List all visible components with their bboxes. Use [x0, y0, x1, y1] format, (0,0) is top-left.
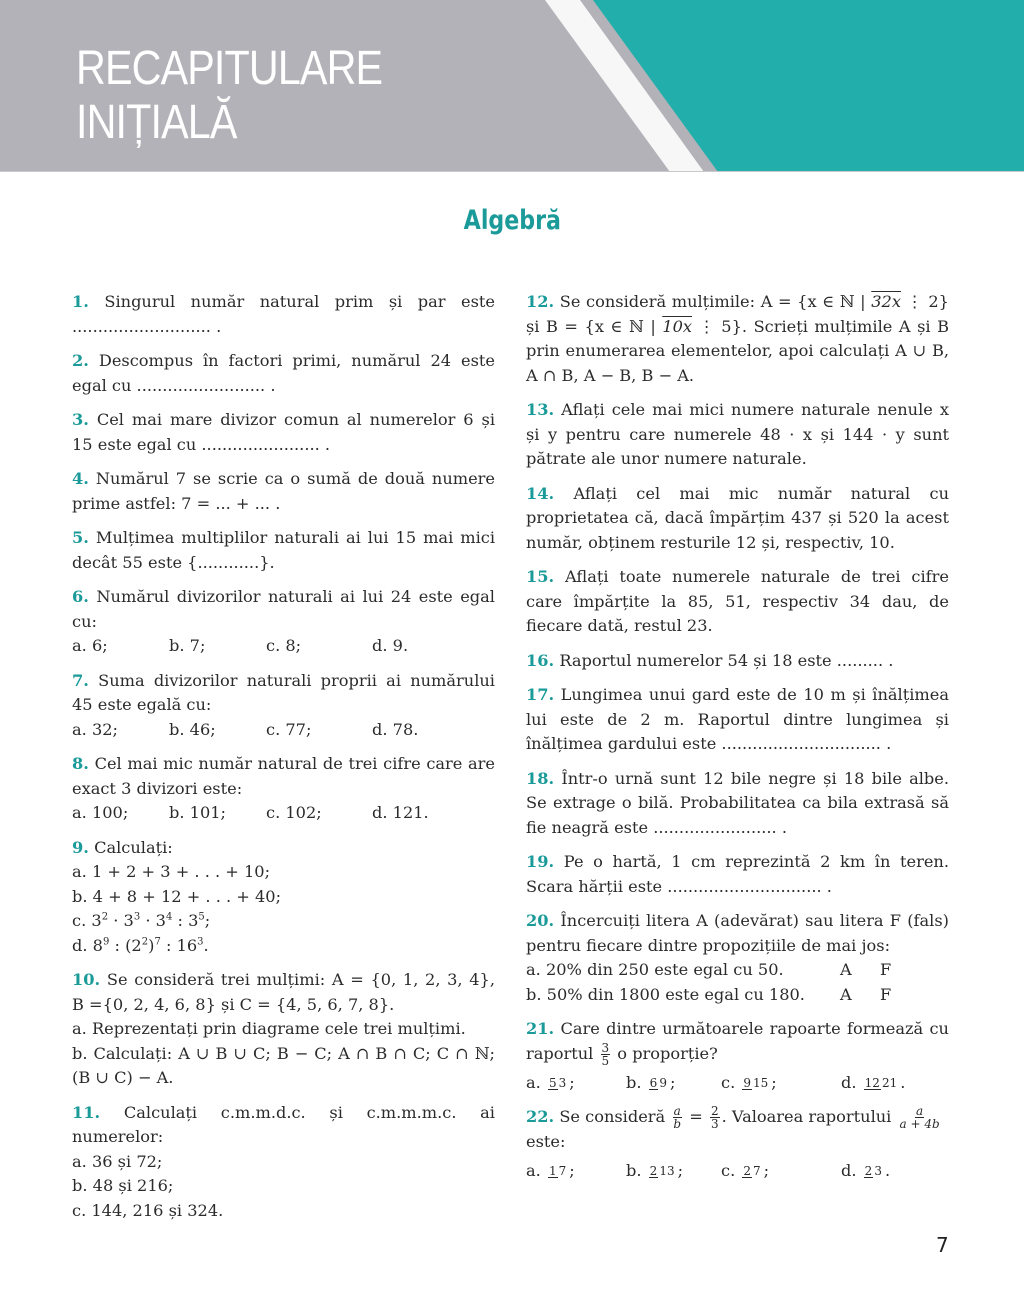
- option-a[interactable]: [526, 1159, 626, 1184]
- exercise-number: 1.: [72, 292, 89, 311]
- exercise-number: 10.: [72, 970, 101, 989]
- fraction: [649, 1077, 668, 1090]
- exercise-number: 5.: [72, 528, 89, 547]
- item-label: c.: [72, 911, 87, 930]
- exponent: 5: [198, 911, 205, 923]
- option-d[interactable]: [841, 1159, 890, 1184]
- item-a: a. 1 + 2 + 3 + . . . + 10;: [72, 862, 271, 881]
- option-label: b.: [626, 1072, 642, 1092]
- header-bottom-line: [0, 171, 1024, 172]
- exercise-text: . Valoarea raportului: [721, 1107, 892, 1126]
- exercise-text: Raportul numerelor 54 și 18 este ......... .: [559, 650, 894, 670]
- denominator: 9: [659, 1075, 667, 1090]
- exercise-text: Se consideră mulțimile: A = {x ∈ ℕ |: [559, 292, 872, 311]
- option-label: d.: [841, 1072, 857, 1092]
- exercise-8: [72, 752, 495, 826]
- option-label: c.: [721, 1160, 736, 1180]
- punctuation: ;: [677, 1160, 684, 1180]
- denominator: a + 4b: [899, 1117, 940, 1131]
- option-a[interactable]: [526, 1071, 626, 1096]
- exercise-text: Cel mai mic număr natural de trei cifre care are exact 3 divizori este:: [72, 754, 495, 798]
- numerator: 2: [710, 1104, 719, 1118]
- exercise-19: [526, 850, 949, 899]
- exercise-text: Descompus în factori primi, numărul 24 este egal cu ......................... .: [72, 351, 495, 395]
- section-title-text: Algebră: [463, 205, 561, 236]
- option-a[interactable]: a. 32;: [72, 719, 118, 739]
- item-b: b. 48 și 216;: [72, 1176, 174, 1195]
- fraction: [548, 1165, 567, 1178]
- exercise-7: [72, 669, 495, 743]
- denominator: 7: [753, 1163, 761, 1178]
- item-a: a. 36 și 72;: [72, 1151, 163, 1171]
- exercise-text: este:: [526, 1132, 566, 1151]
- answer-options: [72, 634, 495, 659]
- denominator: 21: [881, 1075, 898, 1090]
- option-label: a.: [526, 1072, 541, 1092]
- option-c[interactable]: [721, 1071, 841, 1096]
- fraction: [899, 1105, 941, 1130]
- item-c: c. $3^2 \cdot 3^3 \cdot 3^4$ : $3^5$;: [72, 911, 211, 930]
- statement: a. 20% din 250 este egal cu 50.: [526, 960, 784, 979]
- exponent: 2: [101, 911, 109, 923]
- answer-options: [72, 718, 495, 743]
- punctuation: .: [900, 1072, 906, 1092]
- exercise-text: Aflați cel mai mic număr natural cu proprietatea că, dacă împărțim 437 și 520 la acest număr, obținem resturile 12 și, respectiv, 10.: [526, 483, 949, 552]
- exercise-14: [526, 482, 949, 556]
- exercise-21: [526, 1017, 949, 1095]
- overlined-number: 10x: [662, 316, 693, 336]
- exercise-number: 12.: [526, 292, 555, 311]
- right-column: [526, 290, 949, 1193]
- exercise-4: [72, 467, 495, 516]
- option-d[interactable]: [841, 1071, 905, 1096]
- exercise-text: Se consideră trei mulțimi: A = {0, 1, 2, 3, 4}, B ={0, 2, 4, 6, 8} și C = {4, 5, 6, 7, 8}.: [72, 970, 495, 1014]
- exercise-number: 17.: [526, 685, 555, 704]
- false-choice[interactable]: F: [880, 984, 892, 1004]
- exponent: 4: [165, 911, 173, 923]
- section-title: [0, 205, 1024, 236]
- denominator: 3: [874, 1163, 882, 1178]
- item-b: b. 4 + 8 + 12 + . . . + 40;: [72, 886, 282, 906]
- exercise-22: [526, 1105, 949, 1183]
- exercise-number: 21.: [526, 1019, 555, 1038]
- exercise-11: [72, 1101, 495, 1224]
- exercise-number: 6.: [72, 587, 89, 606]
- base: 3: [91, 911, 102, 930]
- exercise-number: 9.: [72, 837, 89, 857]
- option-label: d.: [841, 1160, 857, 1180]
- exercise-9: [72, 836, 495, 959]
- answer-options: [72, 801, 495, 826]
- numerator: 12: [864, 1075, 880, 1090]
- punctuation: ;: [763, 1160, 770, 1180]
- exercise-6: [72, 585, 495, 659]
- chapter-title-line-2: INIȚIALĂ: [76, 96, 237, 149]
- exercise-number: 11.: [72, 1102, 101, 1122]
- exercise-number: 4.: [72, 469, 89, 488]
- exercise-15: [526, 565, 949, 639]
- item-b: b. Calculați: A ∪ B ∪ C; B − C; A ∩ B ∩ C; C ∩ ℕ; (B ∪ C) − A.: [72, 1043, 495, 1087]
- denominator: 3: [710, 1117, 719, 1131]
- fraction: [672, 1105, 682, 1130]
- equals-sign: =: [689, 1107, 703, 1126]
- option-label: c.: [721, 1072, 736, 1092]
- exercise-text: Lungimea unui gard este de 10 m și înălțimea lui este de 2 m. Raportul dintre lungimea și înălțimea gardului este ............................... .: [526, 685, 949, 753]
- numerator: 9: [743, 1075, 752, 1090]
- exercise-number: 22.: [526, 1107, 555, 1126]
- exercise-text: Numărul 7 se scrie ca o sumă de două numere prime astfel: 7 = ... + ... .: [72, 469, 495, 513]
- numerator: 2: [743, 1163, 752, 1178]
- exercise-text: Pe o hartă, 1 cm reprezintă 2 km în teren. Scara hărții este .............................. .: [526, 852, 949, 896]
- overlined-number: 32x: [871, 292, 901, 311]
- item-d: d. $8^9$ : $(2^2)^7$ : $16^3$.: [72, 935, 209, 955]
- true-choice[interactable]: A: [840, 960, 852, 979]
- punctuation: ;: [569, 1160, 575, 1180]
- option-d[interactable]: d. 9.: [372, 636, 409, 655]
- option-c[interactable]: c. 102;: [266, 803, 322, 822]
- left-column: [72, 290, 495, 1233]
- denominator: 3: [558, 1075, 567, 1090]
- option-d[interactable]: d. 78.: [372, 719, 419, 739]
- exercise-18: [526, 767, 949, 841]
- denominator: 7: [558, 1163, 567, 1178]
- exercise-number: 13.: [526, 400, 555, 419]
- exercise-number: 2.: [72, 351, 89, 370]
- numerator: a: [916, 1104, 924, 1118]
- answer-options: [526, 1159, 949, 1184]
- exercise-text: Aflați cele mai mici numere naturale nenule x și y pentru care numerele 48 · x și 144 · y sunt pătrate ale unor numere naturale.: [526, 400, 949, 468]
- exercise-number: 15.: [526, 567, 555, 586]
- exercise-text: Cel mai mare divizor comun al numerelor 6 și 15 este egal cu ....................... .: [72, 410, 495, 454]
- chapter-title-line-1: RECAPITULARE: [76, 42, 383, 95]
- fraction: [601, 1042, 611, 1067]
- option-label: a.: [526, 1160, 541, 1180]
- fraction: [864, 1077, 899, 1090]
- exercise-number: 20.: [526, 911, 555, 930]
- exercise-text: o proporție?: [617, 1043, 718, 1063]
- numerator: 2: [649, 1163, 658, 1178]
- exercise-text: Care dintre următoarele rapoarte formează cu raportul: [526, 1019, 949, 1063]
- exponent: 7: [154, 936, 161, 948]
- numerator: 3: [601, 1040, 610, 1055]
- option-b[interactable]: [626, 1159, 721, 1184]
- option-label: b.: [626, 1160, 642, 1180]
- exponent: 9: [102, 936, 110, 948]
- false-choice[interactable]: F: [880, 960, 892, 979]
- exercise-number: 3.: [72, 410, 89, 429]
- statement: b. 50% din 1800 este egal cu 180.: [526, 984, 805, 1004]
- exercise-text: Calculați c.m.m.d.c. și c.m.m.m.c. ai numerelor:: [72, 1102, 495, 1146]
- fraction: [649, 1165, 676, 1178]
- page-number: 7: [936, 1233, 949, 1257]
- exercise-text: Se consideră: [559, 1107, 666, 1126]
- exercise-number: 18.: [526, 768, 555, 788]
- answer-options: [526, 1071, 949, 1096]
- exercise-text: ⋮ 5}. Scrieți mulțimile A și B prin enumerarea elementelor, apoi calculați A ∪ B, A ∩ B, A − B, B − A.: [526, 316, 949, 385]
- numerator: a: [673, 1104, 681, 1118]
- exercise-number: 7.: [72, 670, 89, 690]
- denominator: 13: [659, 1163, 675, 1178]
- denominator: 15: [753, 1075, 769, 1090]
- fraction: [864, 1165, 883, 1178]
- chapter-header: [0, 0, 1024, 172]
- exponent: 2: [141, 936, 149, 948]
- base: 8: [92, 935, 103, 955]
- base: 16: [176, 935, 198, 955]
- exercise-number: 16.: [526, 650, 555, 670]
- option-b[interactable]: b. 7;: [169, 636, 206, 655]
- exercise-10: [72, 968, 495, 1091]
- option-b[interactable]: b. 101;: [169, 803, 227, 822]
- exercise-20: [526, 909, 949, 1007]
- fraction: [742, 1077, 769, 1090]
- exercise-5: [72, 526, 495, 575]
- denominator: b: [673, 1117, 682, 1131]
- item-c: c. 144, 216 și 324.: [72, 1200, 224, 1220]
- exercise-text: Suma divizorilor naturali proprii ai numărului 45 este egală cu:: [72, 670, 495, 714]
- numerator: 5: [548, 1075, 557, 1090]
- punctuation: ;: [569, 1072, 575, 1092]
- punctuation: .: [884, 1160, 891, 1180]
- exercise-text: ⋮ 2} și B = {x ∈ ℕ |: [526, 292, 949, 336]
- exercise-number: 19.: [526, 852, 555, 871]
- option-b[interactable]: [626, 1071, 721, 1096]
- option-c[interactable]: c. 8;: [266, 636, 302, 655]
- exercise-1: [72, 290, 495, 339]
- option-b[interactable]: b. 46;: [169, 719, 216, 739]
- option-a[interactable]: a. 100;: [72, 803, 129, 822]
- punctuation: ;: [771, 1072, 777, 1092]
- option-c[interactable]: [721, 1159, 841, 1184]
- exercise-17: [526, 683, 949, 757]
- denominator: 5: [601, 1053, 610, 1068]
- option-d[interactable]: d. 121.: [372, 803, 429, 822]
- exercise-13: [526, 398, 949, 472]
- punctuation: ;: [669, 1072, 676, 1092]
- exercise-text: Mulțimea multiplilor naturali ai lui 15 mai mici decât 55 este {............}.: [72, 528, 495, 572]
- exercise-number: 8.: [72, 754, 89, 773]
- exercise-2: [72, 349, 495, 398]
- fraction: [710, 1105, 720, 1130]
- exercise-16: [526, 649, 949, 674]
- exercise-number: 14.: [526, 483, 555, 503]
- base: 3: [123, 911, 134, 930]
- exercise-text: Încercuiți litera A (adevărat) sau litera F (fals) pentru fiecare dintre propozițiile de mai jos:: [526, 911, 949, 955]
- true-false-item: [526, 958, 949, 983]
- numerator: 2: [864, 1163, 873, 1178]
- exponent: 3: [197, 936, 204, 948]
- base: 2: [131, 935, 142, 955]
- numerator: 6: [649, 1075, 658, 1090]
- true-false-item: [526, 983, 949, 1008]
- option-a[interactable]: a. 6;: [72, 636, 108, 655]
- numerator: 1: [548, 1163, 557, 1178]
- item-a: a. Reprezentați prin diagrame cele trei mulțimi.: [72, 1019, 466, 1038]
- fraction: [742, 1165, 761, 1178]
- exercise-12: [526, 290, 949, 388]
- exercise-text: Numărul divizorilor naturali ai lui 24 este egal cu:: [72, 587, 495, 631]
- exercise-text: Într-o urnă sunt 12 bile negre și 18 bile albe. Se extrage o bilă. Probabilitatea ca bila extrasă să fie neagră este ........................ .: [526, 768, 949, 837]
- exercise-text: Aflați toate numerele naturale de trei cifre care împărțite la 85, 51, respectiv 34 dau, de fiecare dată, restul 23.: [526, 567, 949, 635]
- base: 3: [188, 911, 199, 930]
- exercise-text: Singurul număr natural prim și par este ........................... .: [72, 292, 495, 336]
- true-choice[interactable]: A: [840, 984, 852, 1004]
- chapter-title: [76, 42, 382, 150]
- base: 3: [155, 911, 166, 930]
- item-label: d.: [72, 935, 88, 955]
- fraction: [548, 1077, 567, 1090]
- option-c[interactable]: c. 77;: [266, 719, 312, 739]
- exponent: 3: [133, 911, 141, 923]
- exercise-text: Calculați:: [94, 837, 173, 857]
- exercise-3: [72, 408, 495, 457]
